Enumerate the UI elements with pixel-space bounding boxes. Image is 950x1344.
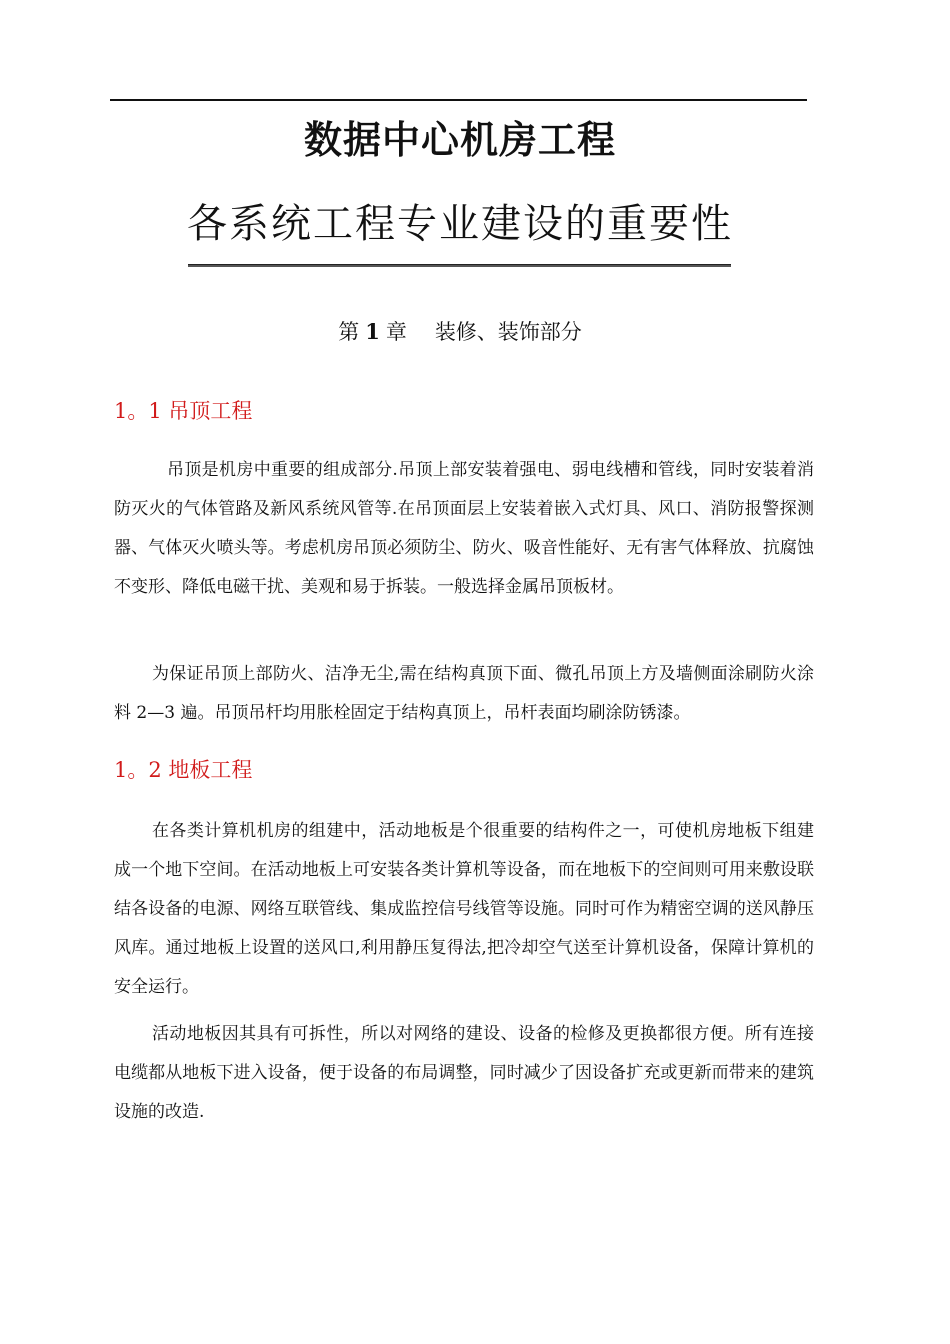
- paragraph-ceiling-2: 为保证吊顶上部防火、洁净无尘,需在结构真顶下面、微孔吊顶上方及墙侧面涂刷防火涂料 2—3 遍。吊顶吊杆均用胀栓固定于结构真顶上，吊杆表面均刷涂防锈漆。: [114, 664, 814, 723]
- chapter-heading: [0, 314, 920, 350]
- section-heading-floor: 1。2 地板工程: [114, 758, 253, 782]
- paragraph-floor-2: 活动地板因其具有可拆性，所以对网络的建设、设备的检修及更换都很方便。所有连接电缆都从地板下进入设备，便于设备的布局调整，同时减少了因设备扩充或更新而带来的建筑设施的改造.: [114, 1024, 814, 1122]
- top-rule: [110, 99, 807, 101]
- chapter-name: 装修、装饰部分: [434, 320, 582, 344]
- section-heading-ceiling: 1。1 吊顶工程: [114, 399, 253, 423]
- paragraph-ceiling-1: 吊顶是机房中重要的组成部分.吊顶上部安装着强电、弱电线槽和管线，同时安装着消防灭火的气体管路及新风系统风管等.在吊顶面层上安装着嵌入式灯具、风口、消防报警探测器、气体灭火喷头等。考虑机房吊顶必须防尘、防火、吸音性能好、无有害气体释放、抗腐蚀不变形、降低电磁干扰、美观和易于拆装。一般选择金属吊顶板材。: [114, 460, 814, 597]
- chapter-suffix: 章: [385, 320, 407, 344]
- chapter-prefix: 第: [338, 320, 360, 344]
- document-title: 数据中心机房工程: [303, 118, 616, 162]
- subtitle-underline: [188, 264, 731, 267]
- document-subtitle: 各系统工程专业建设的重要性: [187, 201, 733, 247]
- chapter-number: 1: [365, 319, 380, 344]
- paragraph-floor-1: 在各类计算机机房的组建中，活动地板是个很重要的结构件之一，可使机房地板下组建成一个地下空间。在活动地板上可安装各类计算机等设备，而在地板下的空间则可用来敷设联结各设备的电源、网络互联管线、集成监控信号线管等设施。同时可作为精密空调的送风静压风库。通过地板上设置的送风口,利用静压复得法,把冷却空气送至计算机设备，保障计算机的安全运行。: [114, 821, 814, 997]
